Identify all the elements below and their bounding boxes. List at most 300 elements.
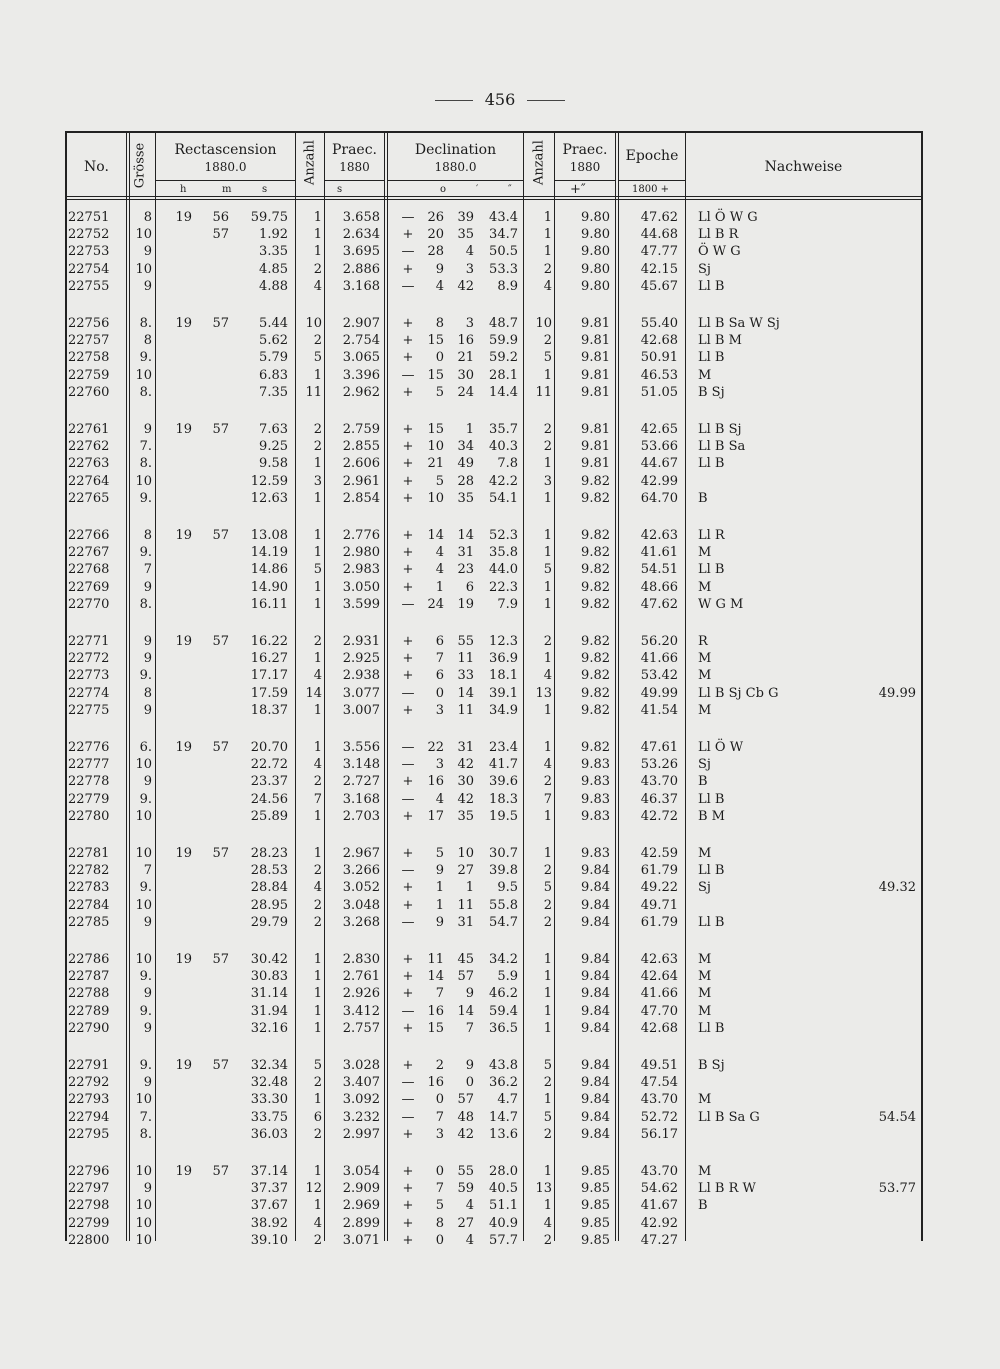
cell-decl-sec: 48.7 (489, 316, 518, 331)
cell-ra-m: 57 (212, 952, 229, 967)
cell-decl-sign: + (402, 634, 414, 649)
cell-anzahl-2: 1 (543, 545, 552, 561)
cell-ra-s: 28.53 (250, 863, 288, 879)
cell-ra-s: 30.42 (250, 952, 288, 967)
cell-epoche: 46.53 (640, 367, 678, 383)
cell-groesse: 10 (135, 227, 152, 243)
cell-anzahl-2: 1 (543, 651, 552, 667)
cell-decl-min: 42 (457, 791, 474, 807)
table-row (0, 1021, 1000, 1041)
cell-decl-sign: + (402, 562, 414, 578)
table-row (0, 1127, 1000, 1147)
cell-ra-s: 31.94 (250, 1003, 288, 1019)
cell-praec-ra: 2.907 (342, 316, 380, 331)
cell-ra-s: 1.92 (259, 227, 288, 243)
table-top-rule (65, 131, 923, 133)
cell-no: 22775 (68, 702, 110, 718)
cell-groesse: 9. (139, 490, 152, 506)
cell-praec-decl: 9.81 (581, 384, 610, 400)
cell-decl-deg: 22 (427, 740, 444, 755)
cell-praec-ra: 2.909 (342, 1181, 380, 1197)
cell-decl-sec: 22.3 (489, 579, 518, 595)
cell-no: 22769 (68, 579, 110, 595)
cell-nachweise: B (698, 490, 708, 506)
cell-ra-s: 20.70 (250, 740, 288, 755)
cell-no: 22752 (68, 227, 110, 243)
cell-praec-decl: 9.81 (581, 316, 610, 331)
cell-decl-sec: 34.7 (489, 227, 518, 243)
cell-anzahl-1: 2 (313, 333, 322, 349)
cell-groesse: 9 (143, 422, 152, 437)
cell-ra-s: 37.37 (250, 1181, 288, 1197)
cell-decl-deg: 4 (435, 545, 444, 561)
cell-ra-s: 14.90 (250, 579, 288, 595)
cell-decl-deg: 4 (435, 278, 444, 294)
cell-ra-s: 4.88 (259, 278, 288, 294)
cell-decl-min: 45 (457, 952, 474, 967)
cell-anzahl-2: 2 (543, 1126, 552, 1142)
cell-no: 22789 (68, 1003, 110, 1019)
cell-nachweise: Ll Ö W (698, 740, 744, 755)
cell-decl-min: 6 (465, 579, 474, 595)
cell-praec-decl: 9.82 (581, 596, 610, 612)
cell-ra-m: 57 (212, 740, 229, 755)
cell-anzahl-2: 3 (543, 473, 552, 489)
cell-praec-ra: 3.071 (342, 1232, 380, 1248)
cell-no: 22788 (68, 986, 110, 1002)
cell-praec-ra: 2.938 (342, 668, 380, 684)
cell-decl-deg: 3 (435, 757, 444, 773)
cell-ra-h: 19 (175, 952, 192, 967)
cell-epoche: 55.40 (640, 316, 678, 331)
cell-no: 22759 (68, 367, 110, 383)
cell-anzahl-1: 10 (305, 316, 322, 331)
cell-decl-sec: 46.2 (489, 986, 518, 1002)
cell-decl-deg: 14 (427, 528, 444, 543)
cell-anzahl-1: 1 (313, 528, 322, 543)
cell-anzahl-1: 1 (313, 490, 322, 506)
cell-epoche: 47.62 (640, 596, 678, 612)
cell-praec-ra: 2.854 (342, 490, 380, 506)
cell-no: 22797 (68, 1181, 110, 1197)
cell-groesse: 10 (135, 952, 152, 967)
cell-no: 22764 (68, 473, 110, 489)
cell-decl-sign: + (402, 316, 414, 331)
cell-decl-sign: + (402, 880, 414, 896)
cell-ra-s: 9.25 (259, 439, 288, 455)
cell-groesse: 9 (143, 1181, 152, 1197)
cell-decl-deg: 4 (435, 791, 444, 807)
cell-praec-decl: 9.85 (581, 1198, 610, 1214)
cell-anzahl-2: 11 (535, 384, 552, 400)
cell-no: 22776 (68, 740, 110, 755)
cell-decl-sign: + (402, 1181, 414, 1197)
cell-nachweise: B Sj (698, 1058, 725, 1073)
cell-decl-sign: — (401, 757, 415, 773)
cell-praec-ra: 3.148 (342, 757, 380, 773)
cell-praec-decl: 9.83 (581, 757, 610, 773)
cell-praec-decl: 9.85 (581, 1164, 610, 1179)
cell-decl-min: 28 (457, 473, 474, 489)
cell-praec-ra: 3.052 (342, 880, 380, 896)
cell-praec-ra: 3.092 (342, 1092, 380, 1108)
cell-decl-min: 21 (457, 350, 474, 366)
cell-decl-sec: 14.7 (489, 1109, 518, 1125)
cell-anzahl-1: 1 (313, 651, 322, 667)
cell-epoche: 48.66 (640, 579, 678, 595)
cell-nachweise: Ll B Sj (698, 422, 742, 437)
cell-decl-sign: + (402, 1215, 414, 1231)
cell-nachweise: M (698, 367, 712, 383)
cell-ra-h: 19 (175, 210, 192, 225)
cell-epoche: 41.54 (640, 702, 678, 718)
cell-epoche: 47.62 (640, 210, 678, 225)
table-row (0, 1233, 1000, 1253)
cell-epoche: 61.79 (640, 914, 678, 930)
table-row (0, 809, 1000, 829)
cell-praec-ra: 3.556 (342, 740, 380, 755)
cell-groesse: 9 (143, 914, 152, 930)
cell-decl-sec: 19.5 (489, 808, 518, 824)
cell-anzahl-1: 7 (313, 791, 322, 807)
cell-anzahl-2: 2 (543, 439, 552, 455)
cell-anzahl-1: 1 (313, 1164, 322, 1179)
cell-decl-min: 24 (457, 384, 474, 400)
cell-decl-sec: 4.7 (497, 1092, 518, 1108)
cell-ra-s: 39.10 (250, 1232, 288, 1248)
cell-epoche: 53.66 (640, 439, 678, 455)
cell-decl-min: 57 (457, 1092, 474, 1108)
cell-no: 22758 (68, 350, 110, 366)
cell-praec-ra: 3.599 (342, 596, 380, 612)
cell-decl-sec: 28.1 (489, 367, 518, 383)
cell-anzahl-1: 1 (313, 1198, 322, 1214)
cell-decl-min: 39 (457, 210, 474, 225)
cell-ra-s: 31.14 (250, 986, 288, 1002)
cell-no: 22757 (68, 333, 110, 349)
cell-decl-sign: + (402, 808, 414, 824)
cell-groesse: 10 (135, 897, 152, 913)
cell-ra-s: 32.34 (250, 1058, 288, 1073)
cell-praec-ra: 3.232 (342, 1109, 380, 1125)
cell-decl-deg: 16 (427, 1075, 444, 1091)
cell-praec-ra: 3.028 (342, 1058, 380, 1073)
cell-groesse: 8 (143, 685, 152, 701)
praec2-sub-rule (555, 180, 615, 181)
cell-nachweise: Ll B (698, 456, 725, 472)
cell-decl-min: 4 (465, 244, 474, 260)
cell-decl-sign: + (402, 490, 414, 506)
cell-ra-s: 28.95 (250, 897, 288, 913)
cell-epoche: 41.67 (640, 1198, 678, 1214)
cell-anzahl-1: 2 (313, 439, 322, 455)
cell-nachweise: W G M (698, 596, 744, 612)
cell-decl-min: 31 (457, 740, 474, 755)
cell-anzahl-1: 2 (313, 634, 322, 649)
cell-groesse: 9 (143, 774, 152, 790)
cell-ra-m: 57 (212, 846, 229, 861)
cell-decl-min: 27 (457, 863, 474, 879)
cell-praec-ra: 2.886 (342, 261, 380, 277)
cell-nachweise: R (698, 634, 708, 649)
cell-praec-decl: 9.84 (581, 1109, 610, 1125)
cell-anzahl-1: 11 (305, 384, 322, 400)
header-epoche: Epoche (625, 148, 679, 164)
cell-praec-ra: 3.168 (342, 791, 380, 807)
cell-decl-deg: 9 (435, 914, 444, 930)
cell-epoche: 43.70 (640, 774, 678, 790)
cell-decl-min: 1 (465, 422, 474, 437)
cell-praec-decl: 9.82 (581, 668, 610, 684)
cell-decl-sec: 40.5 (489, 1181, 518, 1197)
cell-decl-sign: — (401, 244, 415, 260)
cell-decl-min: 31 (457, 545, 474, 561)
cell-ra-s: 18.37 (250, 702, 288, 718)
cell-praec-decl: 9.82 (581, 740, 610, 755)
cell-ra-s: 32.16 (250, 1020, 288, 1036)
cell-anzahl-1: 1 (313, 986, 322, 1002)
cell-epoche: 54.62 (640, 1181, 678, 1197)
cell-anzahl-2: 4 (543, 668, 552, 684)
cell-anzahl-2: 1 (543, 702, 552, 718)
cell-decl-sign: + (402, 651, 414, 667)
cell-decl-sec: 41.7 (489, 757, 518, 773)
cell-decl-sec: 12.3 (489, 634, 518, 649)
cell-decl-deg: 15 (427, 422, 444, 437)
cell-decl-sign: + (402, 969, 414, 985)
cell-anzahl-2: 1 (543, 1020, 552, 1036)
cell-decl-sec: 34.2 (489, 952, 518, 967)
cell-decl-min: 35 (457, 227, 474, 243)
cell-epoche: 49.99 (640, 685, 678, 701)
cell-praec-ra: 3.412 (342, 1003, 380, 1019)
cell-anzahl-1: 4 (313, 278, 322, 294)
cell-ra-m: 57 (212, 1164, 229, 1179)
cell-nachweise: Ll B R W (698, 1181, 756, 1197)
cell-anzahl-2: 2 (543, 333, 552, 349)
header-no: No. (84, 159, 109, 175)
cell-decl-sign: — (401, 596, 415, 612)
cell-praec-decl: 9.84 (581, 969, 610, 985)
cell-praec-decl: 9.85 (581, 1181, 610, 1197)
cell-decl-sec: 34.9 (489, 702, 518, 718)
cell-decl-sec: 35.7 (489, 422, 518, 437)
cell-praec-decl: 9.84 (581, 880, 610, 896)
cell-groesse: 9. (139, 1058, 152, 1073)
cell-epoche: 42.65 (640, 422, 678, 437)
cell-decl-sign: + (402, 384, 414, 400)
cell-ra-h: 19 (175, 1058, 192, 1073)
cell-decl-deg: 10 (427, 490, 444, 506)
cell-anzahl-2: 2 (543, 897, 552, 913)
cell-anzahl-2: 1 (543, 740, 552, 755)
cell-epoche: 46.37 (640, 791, 678, 807)
cell-decl-deg: 16 (427, 774, 444, 790)
cell-no: 22791 (68, 1058, 110, 1073)
cell-praec-ra: 2.759 (342, 422, 380, 437)
cell-nachweise: B Sj (698, 384, 725, 400)
cell-decl-sec: 54.7 (489, 914, 518, 930)
cell-decl-sign: — (401, 791, 415, 807)
cell-epoche: 47.54 (640, 1075, 678, 1091)
header-ra-epoch: 1880.0 (204, 160, 247, 174)
cell-anzahl-1: 1 (313, 579, 322, 595)
cell-no: 22762 (68, 439, 110, 455)
cell-decl-min: 23 (457, 562, 474, 578)
cell-anzahl-1: 4 (313, 757, 322, 773)
cell-ra-s: 7.63 (259, 422, 288, 437)
cell-nachweise: Ll B (698, 914, 725, 930)
cell-decl-min: 34 (457, 439, 474, 455)
cell-epoche: 42.63 (640, 952, 678, 967)
header-anzahl-1: Anzahl (302, 140, 318, 185)
cell-decl-deg: 9 (435, 261, 444, 277)
cell-praec-decl: 9.85 (581, 1215, 610, 1231)
header-praec2-title: Praec. (562, 142, 608, 158)
cell-margin-note: 49.32 (878, 880, 916, 896)
cell-decl-sec: 43.8 (489, 1058, 518, 1073)
header-epoche-unit: 1800 + (632, 184, 670, 195)
cell-groesse: 10 (135, 1232, 152, 1248)
cell-anzahl-2: 1 (543, 1198, 552, 1214)
cell-nachweise: M (698, 986, 712, 1002)
cell-anzahl-1: 1 (313, 227, 322, 243)
cell-praec-decl: 9.84 (581, 914, 610, 930)
cell-no: 22766 (68, 528, 110, 543)
cell-praec-decl: 9.81 (581, 439, 610, 455)
cell-anzahl-2: 1 (543, 986, 552, 1002)
cell-decl-sec: 44.0 (489, 562, 518, 578)
cell-praec-decl: 9.84 (581, 1075, 610, 1091)
decl-sub-rule (388, 180, 523, 181)
cell-decl-deg: 3 (435, 702, 444, 718)
cell-praec-decl: 9.84 (581, 1003, 610, 1019)
cell-no: 22781 (68, 846, 110, 861)
cell-ra-m: 57 (212, 422, 229, 437)
cell-groesse: 9 (143, 986, 152, 1002)
cell-anzahl-2: 5 (543, 1058, 552, 1073)
cell-groesse: 10 (135, 1198, 152, 1214)
cell-decl-sec: 52.3 (489, 528, 518, 543)
cell-anzahl-2: 5 (543, 350, 552, 366)
cell-groesse: 9. (139, 880, 152, 896)
cell-decl-sign: — (401, 1092, 415, 1108)
header-ra-m: m (222, 184, 232, 195)
cell-decl-min: 27 (457, 1215, 474, 1231)
cell-praec-decl: 9.82 (581, 562, 610, 578)
cell-anzahl-2: 1 (543, 808, 552, 824)
cell-groesse: 9. (139, 791, 152, 807)
cell-ra-s: 37.67 (250, 1198, 288, 1214)
cell-decl-sec: 36.9 (489, 651, 518, 667)
cell-praec-ra: 2.925 (342, 651, 380, 667)
cell-decl-deg: 7 (435, 651, 444, 667)
cell-groesse: 9 (143, 579, 152, 595)
cell-decl-min: 14 (457, 685, 474, 701)
cell-praec-ra: 2.983 (342, 562, 380, 578)
cell-nachweise: M (698, 1164, 712, 1179)
cell-ra-h: 19 (175, 316, 192, 331)
cell-decl-sec: 39.8 (489, 863, 518, 879)
cell-epoche: 42.68 (640, 1020, 678, 1036)
cell-decl-deg: 1 (435, 880, 444, 896)
cell-decl-min: 30 (457, 774, 474, 790)
header-praec1-epoch: 1880 (339, 160, 370, 174)
cell-praec-decl: 9.82 (581, 634, 610, 649)
cell-anzahl-1: 14 (305, 685, 322, 701)
cell-anzahl-2: 7 (543, 791, 552, 807)
cell-ra-s: 17.59 (250, 685, 288, 701)
cell-no: 22761 (68, 422, 110, 437)
cell-ra-h: 19 (175, 846, 192, 861)
cell-decl-sign: — (401, 367, 415, 383)
cell-anzahl-1: 4 (313, 668, 322, 684)
cell-decl-sign: + (402, 702, 414, 718)
cell-decl-sec: 40.3 (489, 439, 518, 455)
cell-ra-m: 57 (212, 528, 229, 543)
cell-ra-s: 9.58 (259, 456, 288, 472)
cell-decl-deg: 20 (427, 227, 444, 243)
cell-praec-decl: 9.82 (581, 685, 610, 701)
cell-ra-h: 19 (175, 422, 192, 437)
cell-praec-decl: 9.83 (581, 774, 610, 790)
table-row (0, 597, 1000, 617)
cell-anzahl-1: 1 (313, 1003, 322, 1019)
cell-praec-ra: 2.754 (342, 333, 380, 349)
cell-anzahl-1: 4 (313, 1215, 322, 1231)
cell-praec-decl: 9.80 (581, 261, 610, 277)
cell-decl-deg: 0 (435, 685, 444, 701)
cell-praec-decl: 9.83 (581, 808, 610, 824)
cell-decl-deg: 0 (435, 1164, 444, 1179)
cell-decl-sign: + (402, 897, 414, 913)
cell-praec-ra: 2.776 (342, 528, 380, 543)
cell-epoche: 41.66 (640, 986, 678, 1002)
cell-anzahl-2: 5 (543, 1109, 552, 1125)
cell-decl-deg: 0 (435, 350, 444, 366)
header-decl-sec: ″ (508, 184, 512, 195)
cell-anzahl-1: 1 (313, 210, 322, 225)
cell-decl-min: 30 (457, 367, 474, 383)
cell-decl-sign: + (402, 261, 414, 277)
cell-groesse: 8 (143, 528, 152, 543)
cell-ra-s: 16.11 (250, 596, 288, 612)
cell-decl-sec: 39.1 (489, 685, 518, 701)
cell-decl-sec: 8.9 (497, 278, 518, 294)
cell-praec-ra: 3.658 (342, 210, 380, 225)
cell-praec-ra: 2.855 (342, 439, 380, 455)
cell-no: 22795 (68, 1126, 110, 1142)
cell-decl-min: 3 (465, 261, 474, 277)
cell-decl-min: 55 (457, 634, 474, 649)
cell-decl-min: 3 (465, 316, 474, 331)
cell-decl-sign: + (402, 986, 414, 1002)
header-ra-title: Rectascension (174, 142, 277, 158)
cell-no: 22754 (68, 261, 110, 277)
cell-ra-s: 24.56 (250, 791, 288, 807)
cell-groesse: 9 (143, 244, 152, 260)
cell-decl-min: 48 (457, 1109, 474, 1125)
cell-decl-deg: 17 (427, 808, 444, 824)
cell-anzahl-2: 5 (543, 562, 552, 578)
cell-decl-min: 1 (465, 880, 474, 896)
cell-ra-s: 37.14 (250, 1164, 288, 1179)
cell-decl-min: 57 (457, 969, 474, 985)
cell-groesse: 10 (135, 757, 152, 773)
cell-groesse: 8 (143, 210, 152, 225)
cell-groesse: 7 (143, 863, 152, 879)
cell-epoche: 61.79 (640, 863, 678, 879)
